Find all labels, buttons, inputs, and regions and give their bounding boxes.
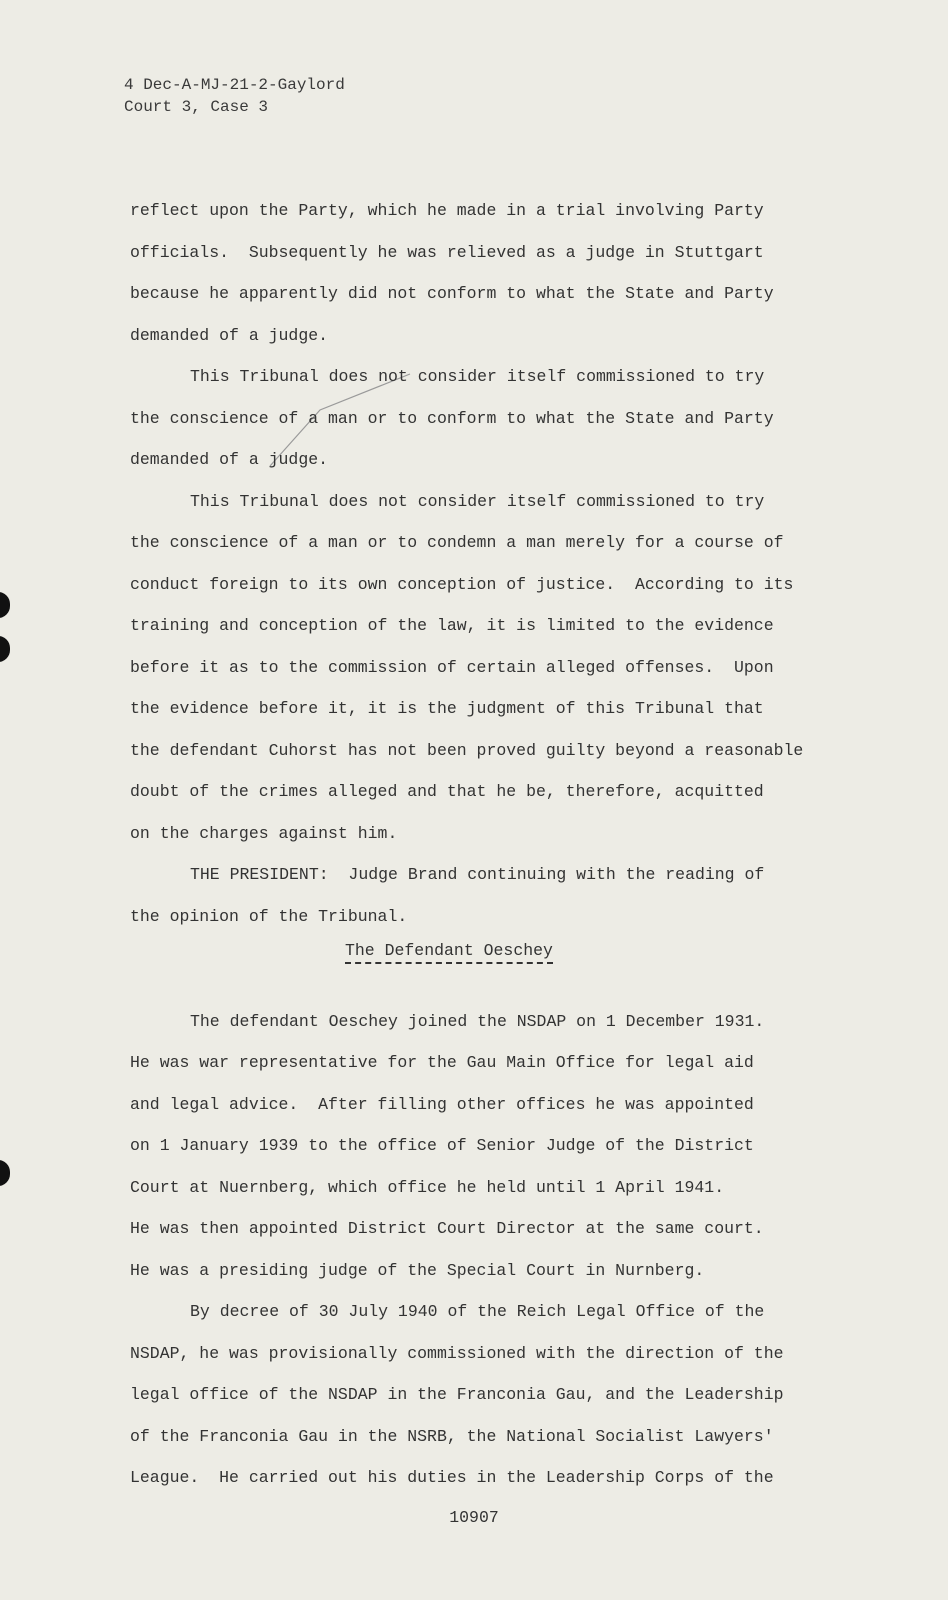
text-line: training and conception of the law, it is limited to the evidence (130, 616, 774, 635)
text-line: The defendant Oeschey joined the NSDAP on 1 December 1931. (190, 1011, 765, 1031)
text-line: conduct foreign to its own conception of justice. According to its (130, 574, 794, 594)
header-court-case: Court 3, Case 3 (124, 98, 269, 116)
text-line: because he apparently did not conform to what the State and Party (130, 284, 774, 303)
text-line: He was then appointed District Court Director at the same court. (130, 1219, 764, 1238)
text-line: of the Franconia Gau in the NSRB, the National Socialist Lawyers' (130, 1426, 774, 1446)
text-line: officials. Subsequently he was relieved as a judge in Stuttgart (130, 242, 764, 262)
text-line: demanded of a judge. (130, 325, 329, 345)
paragraph-6 (130, 1291, 850, 1499)
text-line: This Tribunal does not consider itself commissioned to try (190, 491, 765, 511)
text-line: legal office of the NSDAP in the Franconia Gau, and the Leadership (130, 1385, 784, 1404)
text-line: and legal advice. After filling other offices he was appointed (130, 1094, 754, 1114)
binder-hole-mark (0, 1160, 10, 1186)
text-line: League. He carried out his duties in the Leadership Corps of the (130, 1468, 774, 1487)
page-number: 10907 (449, 1508, 499, 1527)
text-line: Court at Nuernberg, which office he held until 1 April 1941. (130, 1177, 725, 1197)
text-line: By decree of 30 July 1940 of the Reich Legal Office of the (190, 1302, 765, 1321)
text-line: the opinion of the Tribunal. (130, 906, 408, 926)
text-line: the conscience of a man or to condemn a man merely for a course of (130, 533, 784, 552)
text-line: doubt of the crimes alleged and that he be, therefore, acquitted (130, 782, 764, 801)
paragraph-3 (130, 481, 850, 855)
text-line: on the charges against him. (130, 823, 398, 843)
paragraph-1 (130, 190, 850, 356)
text-line: the evidence before it, it is the judgment of this Tribunal that (130, 699, 764, 718)
header-reference: 4 Dec-A-MJ-21-2-Gaylord (124, 76, 345, 94)
section-title: The Defendant Oeschey (345, 942, 553, 964)
text-line: He was war representative for the Gau Main Office for legal aid (130, 1053, 754, 1072)
text-line: the conscience of a man or to conform to what the State and Party (130, 408, 774, 428)
text-line: demanded of a judge. (130, 450, 329, 469)
text-line: THE PRESIDENT: Judge Brand continuing with the reading of (190, 865, 765, 884)
text-line: reflect upon the Party, which he made in a trial involving Party (130, 201, 764, 220)
section-title-row (130, 937, 850, 979)
binder-hole-mark (0, 636, 10, 662)
text-line: the defendant Cuhorst has not been proved guilty beyond a reasonable (130, 740, 804, 760)
text-line: This Tribunal does not consider itself commissioned to try (190, 367, 765, 386)
spacer (130, 979, 850, 1001)
paragraph-2 (130, 356, 850, 481)
paragraph-5 (130, 1001, 850, 1292)
text-line: on 1 January 1939 to the office of Senior Judge of the District (130, 1136, 754, 1155)
text-line: NSDAP, he was provisionally commissioned with the direction of the (130, 1343, 784, 1363)
document-body (130, 190, 850, 1499)
text-line: before it as to the commission of certain alleged offenses. Upon (130, 657, 774, 677)
binder-hole-mark (0, 592, 10, 618)
document-header (124, 74, 345, 118)
text-line: He was a presiding judge of the Special Court in Nurnberg. (130, 1260, 705, 1280)
paragraph-4 (130, 854, 850, 937)
